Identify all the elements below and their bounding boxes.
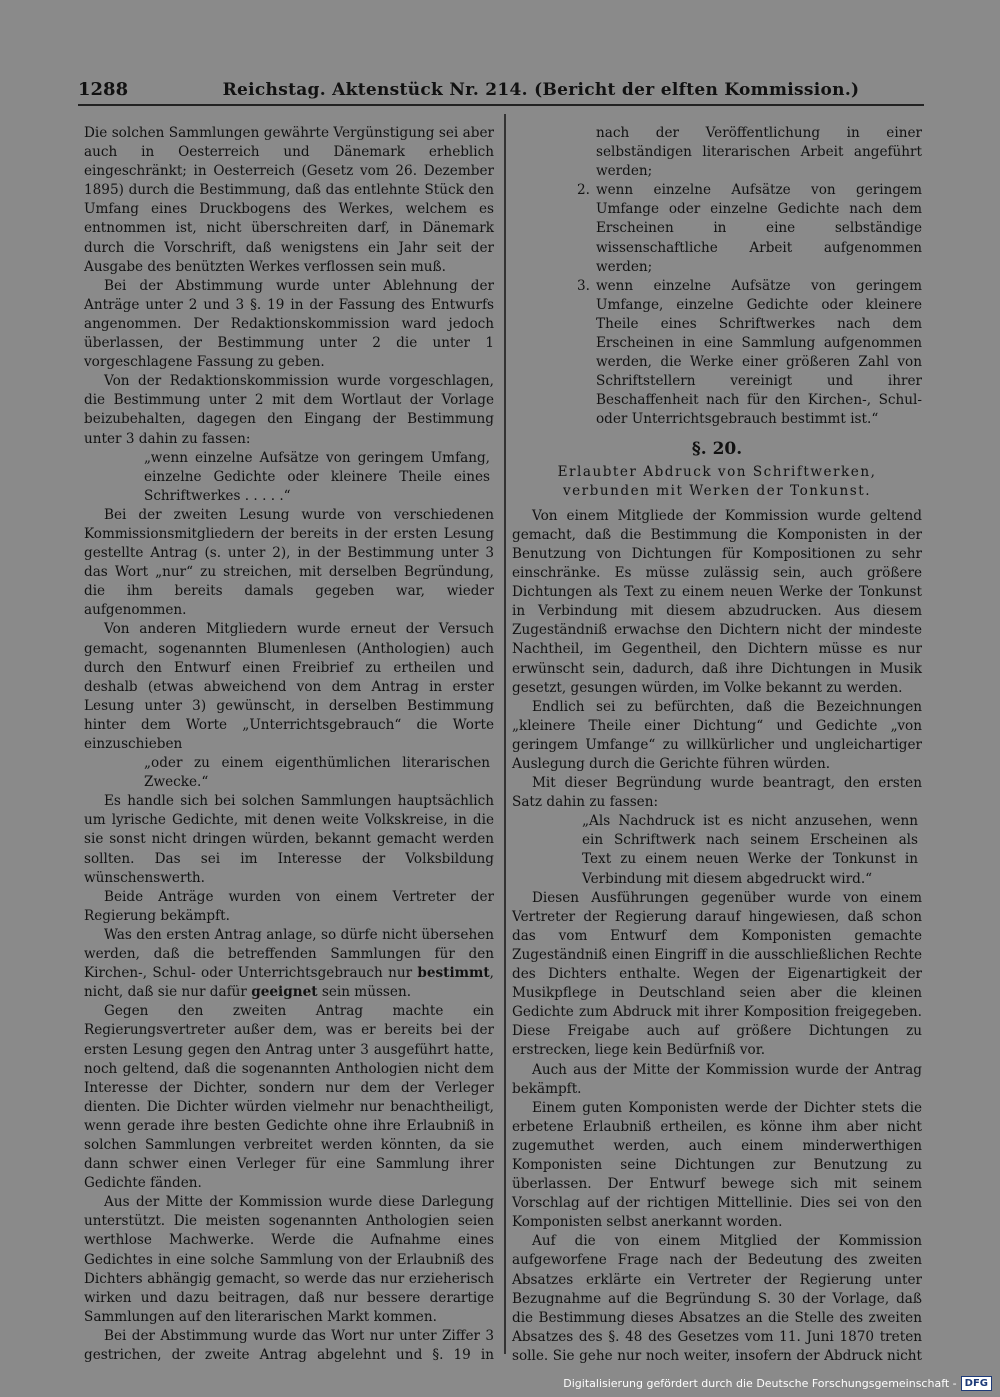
item-text: wenn einzelne Aufsätze von geringem Umfange oder einzelne Gedichte nach dem Erscheinen in eine selbständige wissenschaftliche Arbeit aufgenommen werden; [596, 182, 922, 275]
paragraph: Bei der Abstimmung wurde das Wort nur unter Ziffer 3 gestrichen, der zweite Antrag abgelehnt und §. 19 in [84, 1327, 494, 1363]
paragraph: Auch aus der Mitte der Kommission wurde der Antrag bekämpft. [512, 1061, 922, 1097]
paragraph: Aus der Mitte der Kommission wurde diese Darlegung unterstützt. Die meisten sogenannten Anthologien seien werthlose Machwerke. Werde die Aufnahme eines Gedichtes in eine solche Sammlung von der Erlaubniß des Dichters abhängig gemacht, so werde das nur erzieherisch wirken und dazu beitragen, daß nur bessere derartige Sammlungen auf den literarischen Markt kommen. [84, 1194, 494, 1325]
emphasis: bestimmt [417, 965, 490, 982]
item-text: wenn einzelne Aufsätze von geringem Umfange, einzelne Gedichte oder kleinere Theile eines Schriftwerkes nach dem Erscheinen in eine Sammlung aufgenommen werden, die Werke einer größeren Zahl von Schriftstellern vereinigt und ihrer Beschaffenheit nach für den Kirchen-, Schul- oder Unterrichtsgebrauch bestimmt ist.“ [596, 277, 922, 428]
right-column [512, 124, 922, 1364]
section-number: §. 20. [691, 438, 743, 459]
list-item [512, 124, 922, 181]
paragraph: Es handle sich bei solchen Sammlungen hauptsächlich um lyrische Gedichte, mit denen weite Volkskreise, in die sie sonst nicht dringen würden, bekannt gemacht werden sollten. Das sei im Interesse der Volksbildung wünschenswerth. [84, 793, 494, 886]
dfg-logo: DFG [961, 1376, 992, 1391]
page-header [78, 66, 924, 100]
emphasis: geeignet [251, 984, 318, 1001]
paragraph: Auf die von einem Mitglied der Kommission aufgeworfene Frage nach der Bedeutung des zweiten Absatzes erklärte ein Vertreter der Regierung unter Bezugnahme auf die Begründung S. 30 der Vorlage, daß die Bestimmung dieses Absatzes an die Stelle des zweiten Absatzes des §. 48 des Gesetzes vom 11. Juni 1870 treten solle. Sie gehe nur noch weiter, insofern der Abdruck nicht [512, 1233, 922, 1364]
paragraph: Bei der Abstimmung wurde unter Ablehnung der Anträge unter 2 und 3 §. 19 in der Fassung des Entwurfs angenommen. Der Redaktionskommission ward jedoch überlassen, der Bestimmung unter 2 die unter 1 vorgeschlagene Fassung zu geben. [84, 277, 494, 371]
item-text: nach der Veröffentlichung in einer selbständigen literarischen Arbeit angeführt werden; [596, 125, 922, 180]
header-rule [78, 104, 924, 106]
quotation: „wenn einzelne Aufsätze von geringem Umfang, einzelne Gedichte oder kleinere Theile eines Schriftwerkes . . . . .“ [144, 449, 490, 504]
list-item [512, 181, 922, 276]
text-run: sein müssen. [321, 984, 412, 1001]
paragraph: Von einem Mitgliede der Kommission wurde geltend gemacht, daß die Bestimmung die Komponisten in der Benutzung von Dichtungen für Kompositionen zu sehr einschränke. Es müsse zulässig sein, auch größere Dichtungen als Text zu einem neuen Werke der Tonkunst in Verbindung mit diesem abzudrucken. Aus diesem Zugeständniß erwachse den Dichtern nicht der mindeste Nachtheil, im Gegentheil, den Dichtern müsse es nur erwünscht sein, dadurch, daß ihre Dichtungen in Musik gesetzt, gesungen würden, im Volke bekannt zu werden. [512, 507, 922, 696]
text-run: , nicht, daß sie nur dafür [84, 965, 494, 1001]
footer-credit [563, 1376, 992, 1391]
left-column [84, 124, 494, 1364]
text-run: Was den ersten Antrag anlage, so dürfe nicht übersehen werden, daß die betreffenden Sammlungen für den Kirchen-, Schul- oder Unterrichtsgebrauch nur [84, 926, 494, 982]
paragraph: Die solchen Sammlungen gewährte Vergünstigung sei aber auch in Oesterreich und Dänemark erheblich eingeschränkt; in Oesterreich (Gesetz vom 26. Dezember 1895) durch die Bestimmung, daß das entlehnte Stück den Umfang eines Druckbogens des Werkes, welchem es entnommen ist, nicht überschreiten darf, in Dänemark durch die Vorschrift, daß wenigstens ein Jahr seit der Ausgabe des benützten Werkes verflossen sein muß. [84, 125, 494, 275]
section-title: Erlaubter Abdruck von Schriftwerken, verbunden mit Werken der Tonkunst. [557, 463, 877, 499]
paragraph: Endlich sei zu befürchten, daß die Bezeichnungen „kleinere Theile einer Dichtung“ und Gedichte „von geringem Umfange“ zu willkürlicher und ungleichartiger Auslegung durch die Gerichte führen würden. [512, 698, 922, 772]
law-list-continued [512, 124, 922, 430]
item-number: 3. [577, 277, 590, 294]
list-item [512, 277, 922, 430]
paragraph: Einem guten Komponisten werde der Dichter stets die erbetene Erlaubniß ertheilen, es könne ihm aber nicht zugemuthet werden, auch einem minderwerthigen Komponisten seine Dichtungen zur Benutzung zu überlassen. Der Entwurf bewege sich mit seinem Vorschlag auf der richtigen Mittellinie. Dies sei von den Komponisten selbst anerkannt worden. [512, 1099, 922, 1231]
paragraph: Mit dieser Begründung wurde beantragt, den ersten Satz dahin zu fassen: [512, 775, 922, 811]
paragraph: Gegen den zweiten Antrag machte ein Regierungsvertreter außer dem, was er bereits bei der ersten Lesung gegen den Antrag unter 3 ausgeführt hatte, noch geltend, daß die sogenannten Anthologien nicht dem Interesse der Dichter, sondern nur dem der Verleger dienten. Die Dichter würden vielmehr nur benachtheiligt, wenn gerade ihre besten Gedichte ohne ihre Erlaubniß in solchen Sammlungen verbreitet werden könnten, da sie dann schwer einen Verleger für eine Sammlung ihrer Gedichte fänden. [84, 1003, 494, 1192]
paragraph: Beide Anträge wurden von einem Vertreter der Regierung bekämpft. [84, 888, 494, 924]
column-divider [504, 114, 506, 1354]
paragraph: Bei der zweiten Lesung wurde von verschiedenen Kommissionsmitgliedern der bereits in der ersten Lesung gestellte Antrag (s. unter 2), in der Bestimmung unter 3 das Wort „nur“ zu streichen, mit derselben Begründung, die ihm bereits damals gegeben war, wieder aufgenommen. [84, 506, 494, 619]
page-number: 1288 [78, 79, 129, 100]
paragraph: Von anderen Mitgliedern wurde erneut der Versuch gemacht, sogenannten Blumenlesen (Anthologien) auch durch den Entwurf einen Freibrief zu ertheilen und deshalb (etwas abweichend von dem Antrag in erster Lesung unter 3) gewünscht, in derselben Bestimmung hinter dem Worte „Unterrichtsgebrauch“ die Worte einzuschieben [84, 621, 494, 752]
paragraph [84, 926, 494, 1002]
footer-text: Digitalisierung gefördert durch die Deutsche Forschungsgemeinschaft - [563, 1377, 957, 1390]
paragraph: Von der Redaktionskommission wurde vorgeschlagen, die Bestimmung unter 2 mit dem Wortlaut der Vorlage beizubehalten, dagegen den Eingang der Bestimmung unter 3 dahin zu fassen: [84, 373, 494, 447]
running-title: Reichstag. Aktenstück Nr. 214. (Bericht der elften Kommission.) [222, 80, 860, 100]
quotation: „oder zu einem eigenthümlichen literarischen Zwecke.“ [144, 755, 490, 791]
item-number: 2. [577, 182, 590, 199]
paragraph: Diesen Ausführungen gegenüber wurde von einem Vertreter der Regierung darauf hingewiesen, daß schon das vom Entwurf dem Komponisten gemachte Zugeständniß einen Eingriff in die ausschließlichen Rechte des Dichters enthalte. Wegen der Eigenartigkeit der Musikpflege in Deutschland seien aber die kleinen Gedichte zum Abdruck mit ihrer Komposition freigegeben. Diese Freigabe auch auf größere Dichtungen zu erstrecken, liege kein Bedürfniß vor. [512, 889, 922, 1059]
document-page [78, 66, 924, 1364]
quotation: „Als Nachdruck ist es nicht anzusehen, wenn ein Schriftwerk nach seinem Erscheinen als Text zu einem neuen Werke der Tonkunst in Verbindung mit diesem abgedruckt wird.“ [582, 813, 918, 887]
